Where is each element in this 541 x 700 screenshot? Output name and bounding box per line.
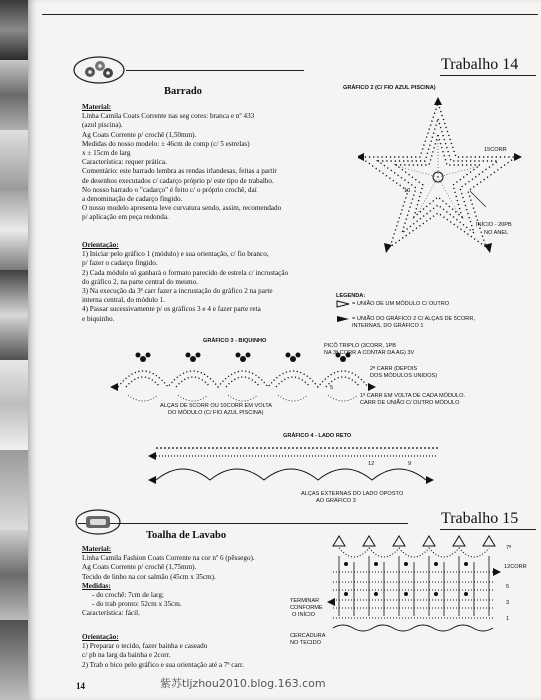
row-5-label: 5 (506, 584, 510, 590)
toalha-orientacao-block (82, 633, 244, 670)
terminar-label-2: CONFORME (290, 605, 323, 611)
step-line: 3) Na execução da 3ª carr fazer a incrustação do gráfico 2 na parte (82, 287, 273, 296)
trabalho-14-heading: Trabalho 14 (441, 56, 519, 73)
triangle-filled-icon (336, 315, 350, 323)
step-line: 1) Iniciar pelo gráfico 1 (módulo) e sua orientação, c/ fio branco, (82, 250, 269, 259)
text-line: a denominação de cadarço fingido. (82, 195, 183, 204)
step-line: 1) Preparar o tecido, fazer bainha e caseado (82, 642, 208, 651)
legend-item-1: = UNIÃO DE UM MÓDULO C/ OUTRO (352, 301, 450, 307)
text-line: Característica: requer prática. (82, 158, 167, 167)
text-line: Comentário: este barrado lembra as rendas irlandesas, feitas a partir (82, 167, 277, 176)
terminar-label-3: O INÍCIO (292, 612, 315, 618)
step-line: do gráfico 2, na parte central do mesmo. (82, 277, 198, 286)
step-line: p/ fazer o cadarço fingido. (82, 259, 158, 268)
picot-label-2: NA 3ª CORR A CONTAR DA AG) 3V (324, 350, 415, 356)
text-line: p/ aplicação em peça redonda. (82, 213, 169, 222)
text-line: Ag Coats Corrente p/ crochê (1,75mm). (82, 563, 197, 572)
triangle-outline-icon (336, 300, 350, 308)
text-line: Ag Coats Corrente p/ crochê (1,50mm). (82, 130, 197, 139)
text-line: Linha Camila Coats Corrente nas seg cores: branca e nº 433 (82, 112, 255, 121)
carr2-label-1: 2ª CARR (DEPOIS (370, 366, 418, 372)
alcas-label-2: DO MÓDULO (C/ FIO AZUL PISCINA) (168, 410, 264, 416)
toalha-material-block (82, 545, 255, 619)
carr1-label-1: 1ª CARR EM VOLTA DE CADA MÓDULO. (360, 393, 466, 399)
label-inicio: INÍCIO - 20PB (476, 222, 512, 228)
grafico2-title: GRÁFICO 2 (C/ FIO AZUL PISCINA) (343, 85, 436, 91)
left-photo-strip (0, 0, 28, 700)
step-line: interna central, do módulo 1. (82, 296, 166, 305)
picot-label-1: PICÔ TRIPLO (3CORR, 1PB (324, 343, 397, 349)
material-heading: Material: (82, 545, 112, 553)
grafico4-title: GRÁFICO 4 - LADO RETO (283, 433, 352, 439)
carr2-label-2: DOS MÓDULOS UNIDOS) (370, 373, 438, 379)
barrado-material-block (82, 103, 281, 223)
step-line: e biquinho. (82, 314, 115, 323)
text-line: Medidas do nosso modelo: ± 46cm de comp (c/ 5 estrelas) (82, 139, 250, 148)
text-line: No nosso barrado o "cadarço" é feito c/ o próprio crochê, daí (82, 185, 257, 194)
text-line: Característica: fácil. (82, 609, 140, 618)
step-line: 2) Cada módulo só ganhará o formato parecido de estrela c/ incrustação (82, 268, 289, 277)
cercadura-label-2: NO TECIDO (290, 640, 321, 646)
lado-reto-crochet-chart (138, 440, 448, 490)
alcas-externas-1: ALÇAS EXTERNAS DO LADO OPOSTO (301, 491, 404, 497)
top-rule (42, 14, 538, 15)
text-line: de desenhos executados c/ cadarço próprio p/ este tipo de trabalho. (82, 176, 274, 185)
barrado-title: Barrado (164, 86, 202, 97)
text-line: (azul piscina). (82, 121, 123, 130)
star-crochet-chart (358, 95, 528, 265)
step-line: 2) Trab o bico pelo gráfico e sua orientação até a 7ª carr. (82, 660, 244, 669)
alcas-externas-2: AO GRÁFICO 3 (316, 498, 356, 504)
corr12-label: 12CORR (504, 564, 527, 570)
label-10: 10 (404, 188, 411, 194)
row-1-label: 1 (506, 616, 510, 622)
step-line: c/ pb na larg da bainha e 2corr. (82, 651, 171, 660)
alcas-label-1: ALÇAS DE 5CORR OU 10CORR EM VOLTA (160, 403, 273, 409)
material-heading: Material: (82, 103, 112, 111)
towel-icon (74, 508, 122, 536)
text-line: Tecido de linho na cor salmão (45cm x 35cm). (82, 572, 216, 581)
label-12: 12 (368, 461, 375, 467)
barrado-orientacao-block (82, 241, 288, 324)
label-5: 5 (330, 385, 334, 391)
text-line: O nosso modelo apresenta leve curvatura sendo, assim, recomendado (82, 204, 282, 213)
row-3-label: 3 (506, 600, 510, 606)
page-number: 14 (76, 681, 85, 691)
label-15corr: 15CORR (484, 147, 507, 153)
label-9: 9 (408, 461, 412, 467)
trabalho-14-rule (440, 75, 536, 76)
doily-icon (72, 55, 126, 85)
barrado-rule (126, 70, 304, 71)
trabalho-15-rule (440, 529, 536, 530)
text-line: Linha Camila Fashion Coats Corrente na cor nº 6 (pêssego). (82, 554, 255, 563)
text-line: - do trab pronto: 52cm x 35cm. (92, 600, 182, 609)
magazine-page (28, 0, 541, 700)
orientacao-heading: Orientação: (82, 241, 119, 249)
terminar-label-1: TERMINAR (290, 598, 320, 604)
label-anel: NO ANEL (484, 230, 509, 236)
toalha-title: Toalha de Lavabo (146, 530, 227, 541)
trabalho-15-heading: Trabalho 15 (441, 510, 519, 527)
legend-item-2b: INTERNAS, DO GRÁFICO 1 (352, 323, 424, 329)
carr1-label-2: CARR DE UNIÃO C/ OUTRO MÓDULO (360, 400, 460, 406)
cercadura-label-1: CERCADURA (290, 633, 326, 639)
toalha-crochet-chart (323, 532, 505, 652)
orientacao-heading: Orientação: (82, 633, 119, 641)
legenda-heading: LEGENDA: (336, 293, 366, 299)
toalha-rule (78, 523, 408, 524)
watermark: 紫苏tljzhou2010.blog.163.com (160, 677, 326, 690)
text-line: x ± 15cm de larg (82, 149, 131, 158)
legend-item-2a: = UNIÃO DO GRÁFICO 2 C/ ALÇAS DE 5CORR, (352, 316, 475, 322)
row-7-label: 7ª (506, 545, 512, 551)
grafico3-title: GRÁFICO 3 - BIQUINHO (203, 338, 267, 344)
medidas-heading: Medidas: (82, 581, 111, 590)
step-line: 4) Passar sucessivamente p/ os gráficos 3 e 4 e fazer parte reta (82, 305, 261, 314)
text-line: - do crochê: 7cm de larg; (92, 591, 164, 600)
